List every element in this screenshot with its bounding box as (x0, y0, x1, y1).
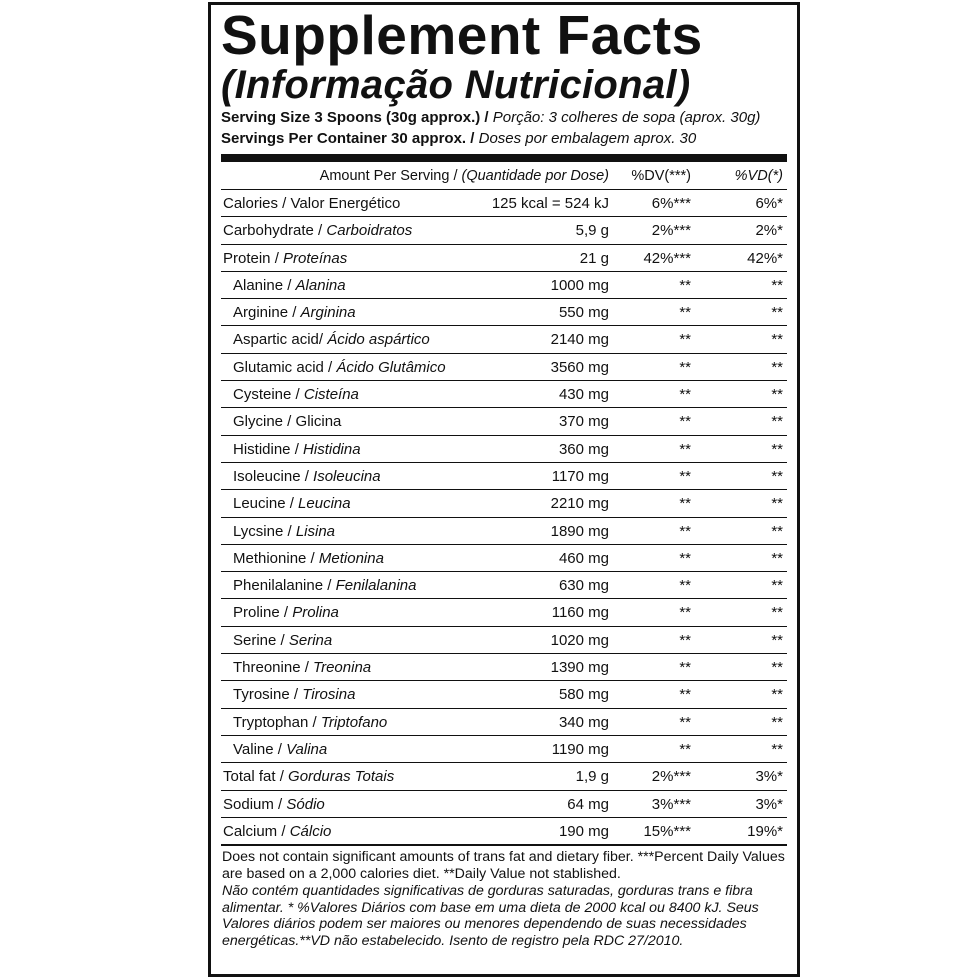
nutrient-name: Lycsine / Lisina (233, 522, 336, 540)
nutrient-amount: 360 mg (558, 440, 609, 458)
table-row (221, 571, 787, 598)
nutrient-name: Aspartic acid/ Ácido aspártico (233, 331, 430, 349)
nutrient-dv-en: ** (679, 686, 691, 704)
nutrient-amount: 370 mg (558, 413, 609, 431)
table-row (221, 189, 787, 216)
nutrient-dv-en: ** (679, 659, 691, 677)
nutrient-name: Leucine / Leucina (233, 495, 351, 513)
nutrient-dv-en: 3%*** (651, 795, 691, 813)
nutrient-dv-pt: ** (771, 358, 783, 376)
table-row (221, 708, 787, 735)
nutrient-amount: 1,9 g (575, 768, 609, 786)
table-row (221, 653, 787, 680)
nutrient-dv-pt: ** (771, 331, 783, 349)
nutrient-dv-pt: 3%* (755, 795, 783, 813)
nutrient-amount: 2140 mg (550, 331, 609, 349)
table-row (221, 462, 787, 489)
nutrient-dv-en: 15%*** (643, 822, 691, 840)
nutrient-dv-pt: ** (771, 659, 783, 677)
nutrient-dv-pt: ** (771, 577, 783, 595)
table-row (221, 216, 787, 243)
nutrient-dv-en: ** (679, 740, 691, 758)
nutrient-dv-pt: ** (771, 304, 783, 322)
nutrient-amount: 125 kcal = 524 kJ (491, 195, 609, 212)
serving-size-en: Serving Size 3 Spoons (30g approx.) (221, 109, 481, 126)
nutrient-dv-en: 2%*** (651, 768, 691, 786)
nutrient-dv-pt: 42%* (747, 249, 783, 267)
nutrient-dv-pt: ** (771, 495, 783, 513)
dv-header-en: %DV(***) (631, 168, 691, 184)
nutrient-dv-en: 42%*** (643, 249, 691, 267)
table-row (221, 244, 787, 271)
nutrient-name: Threonine / Treonina (233, 659, 372, 677)
nutrient-name: Sodium / Sódio (223, 795, 325, 813)
nutrient-dv-pt: ** (771, 413, 783, 431)
nutrient-dv-pt: ** (771, 604, 783, 622)
nutrient-amount: 3560 mg (550, 358, 609, 376)
table-header (221, 162, 787, 189)
table-row (221, 271, 787, 298)
nutrient-name: Calcium / Cálcio (223, 822, 332, 840)
nutrient-amount: 1390 mg (550, 659, 609, 677)
nutrient-dv-en: ** (679, 631, 691, 649)
nutrient-dv-en: ** (679, 577, 691, 595)
thick-divider (221, 154, 787, 162)
nutrient-dv-en: ** (679, 467, 691, 485)
table-row (221, 817, 787, 844)
nutrient-amount: 1190 mg (551, 740, 609, 758)
nutrient-dv-pt: ** (771, 440, 783, 458)
nutrient-name: Calories / Valor Energético (223, 195, 401, 212)
nutrient-amount: 64 mg (567, 795, 609, 813)
nutrient-name: Isoleucine / Isoleucina (233, 467, 381, 485)
nutrient-dv-pt: 6%* (755, 195, 783, 212)
nutrient-amount: 430 mg (558, 386, 609, 404)
footnote-pt: Não contém quantidades significativas de gorduras saturadas, gorduras trans e fibra alimentar. * %Valores Diários com base em uma dieta de 2000 kcal ou 8400 kJ. Seus Valores diários podem ser maiores ou menores dependendo de suas necessidades energéticas.**VD não estabelecido. Isento de registro pela RDC 27/2010. (222, 882, 759, 950)
nutrient-dv-en: ** (679, 604, 691, 622)
table-row (221, 735, 787, 762)
nutrient-name: Glutamic acid / Ácido Glutâmico (233, 358, 446, 376)
table-row (221, 762, 787, 789)
nutrient-amount: 1160 mg (551, 604, 609, 622)
nutrient-dv-en: ** (679, 549, 691, 567)
nutrient-dv-en: ** (679, 358, 691, 376)
nutrient-name: Histidine / Histidina (233, 440, 361, 458)
servings-per-container-en: Servings Per Container 30 approx. (221, 130, 467, 147)
table-row (221, 517, 787, 544)
nutrient-name: Phenilalanine / Fenilalanina (233, 577, 417, 595)
nutrient-amount: 1000 mg (550, 276, 609, 294)
supplement-facts-panel (208, 2, 800, 977)
table-row (221, 790, 787, 817)
nutrient-dv-en: ** (679, 304, 691, 322)
nutrient-name: Cysteine / Cisteína (233, 386, 359, 404)
nutrient-amount: 1890 mg (550, 522, 609, 540)
amount-per-serving-header: Amount Per Serving / (Quantidade por Dose) (319, 168, 609, 184)
nutrient-dv-pt: ** (771, 522, 783, 540)
nutrient-name: Tryptophan / Triptofano (233, 713, 388, 731)
nutrient-name: Tyrosine / Tirosina (233, 686, 356, 704)
table-row (221, 380, 787, 407)
nutrient-name: Serine / Serina (233, 631, 333, 649)
dv-header-pt: %VD(*) (734, 168, 783, 184)
nutrient-amount: 190 mg (558, 822, 609, 840)
nutrient-name: Valine / Valina (233, 740, 328, 758)
nutrient-dv-en: ** (679, 276, 691, 294)
nutrient-name: Arginine / Arginina (233, 304, 356, 322)
nutrient-amount: 21 g (579, 249, 609, 267)
nutrient-dv-pt: ** (771, 549, 783, 567)
nutrient-dv-en: ** (679, 331, 691, 349)
nutrient-name: Glycine / Glicina (233, 413, 342, 431)
nutrient-dv-en: ** (679, 522, 691, 540)
nutrient-table (221, 189, 787, 844)
servings-per-container-pt: Doses por embalagem aprox. 30 (478, 130, 697, 147)
panel-title: Supplement Facts (221, 4, 703, 66)
nutrient-dv-en: ** (679, 386, 691, 404)
table-row (221, 353, 787, 380)
servings-per-container-line: Servings Per Container 30 approx. / Doses por embalagem aprox. 30 (221, 130, 697, 147)
nutrient-name: Alanine / Alanina (233, 276, 346, 294)
table-row (221, 680, 787, 707)
nutrient-dv-en: 6%*** (651, 195, 691, 212)
nutrient-dv-pt: ** (771, 631, 783, 649)
nutrient-dv-en: ** (679, 713, 691, 731)
nutrient-name: Protein / Proteínas (223, 249, 348, 267)
nutrient-amount: 1020 mg (550, 631, 609, 649)
panel-subtitle: (Informação Nutricional) (221, 63, 691, 107)
nutrient-dv-pt: ** (771, 713, 783, 731)
nutrient-amount: 580 mg (558, 686, 609, 704)
table-row (221, 407, 787, 434)
table-row (221, 298, 787, 325)
table-row (221, 489, 787, 516)
nutrient-dv-pt: ** (771, 467, 783, 485)
footnote (221, 846, 787, 950)
table-row (221, 325, 787, 352)
nutrient-amount: 550 mg (558, 304, 609, 322)
nutrient-amount: 2210 mg (550, 495, 609, 513)
nutrient-dv-pt: ** (771, 686, 783, 704)
nutrient-amount: 460 mg (558, 549, 609, 567)
nutrient-amount: 340 mg (558, 713, 609, 731)
nutrient-dv-pt: ** (771, 386, 783, 404)
table-row (221, 544, 787, 571)
nutrient-dv-pt: ** (771, 276, 783, 294)
table-row (221, 435, 787, 462)
nutrient-name: Methionine / Metionina (233, 549, 384, 567)
footnote-en: Does not contain significant amounts of trans fat and dietary fiber. ***Percent Daily Values are based on a 2,000 calories diet. **Daily Value not stablished. (222, 849, 785, 882)
nutrient-dv-pt: ** (771, 740, 783, 758)
nutrient-amount: 5,9 g (575, 222, 609, 240)
nutrient-name: Proline / Prolina (233, 604, 339, 622)
table-row (221, 626, 787, 653)
nutrient-name: Total fat / Gorduras Totais (223, 768, 395, 786)
nutrient-dv-en: ** (679, 495, 691, 513)
nutrient-dv-pt: 3%* (755, 768, 783, 786)
nutrient-dv-en: 2%*** (651, 222, 691, 240)
nutrient-amount: 630 mg (558, 577, 609, 595)
table-row (221, 598, 787, 625)
serving-size-pt: Porção: 3 colheres de sopa (aprox. 30g) (492, 109, 761, 126)
serving-size-line: Serving Size 3 Spoons (30g approx.) / Porção: 3 colheres de sopa (aprox. 30g) (221, 109, 761, 126)
nutrient-amount: 1170 mg (551, 467, 609, 485)
nutrient-dv-en: ** (679, 413, 691, 431)
nutrient-dv-pt: 2%* (755, 222, 783, 240)
nutrient-dv-en: ** (679, 440, 691, 458)
nutrient-dv-pt: 19%* (747, 822, 783, 840)
nutrient-name: Carbohydrate / Carboidratos (223, 222, 413, 240)
